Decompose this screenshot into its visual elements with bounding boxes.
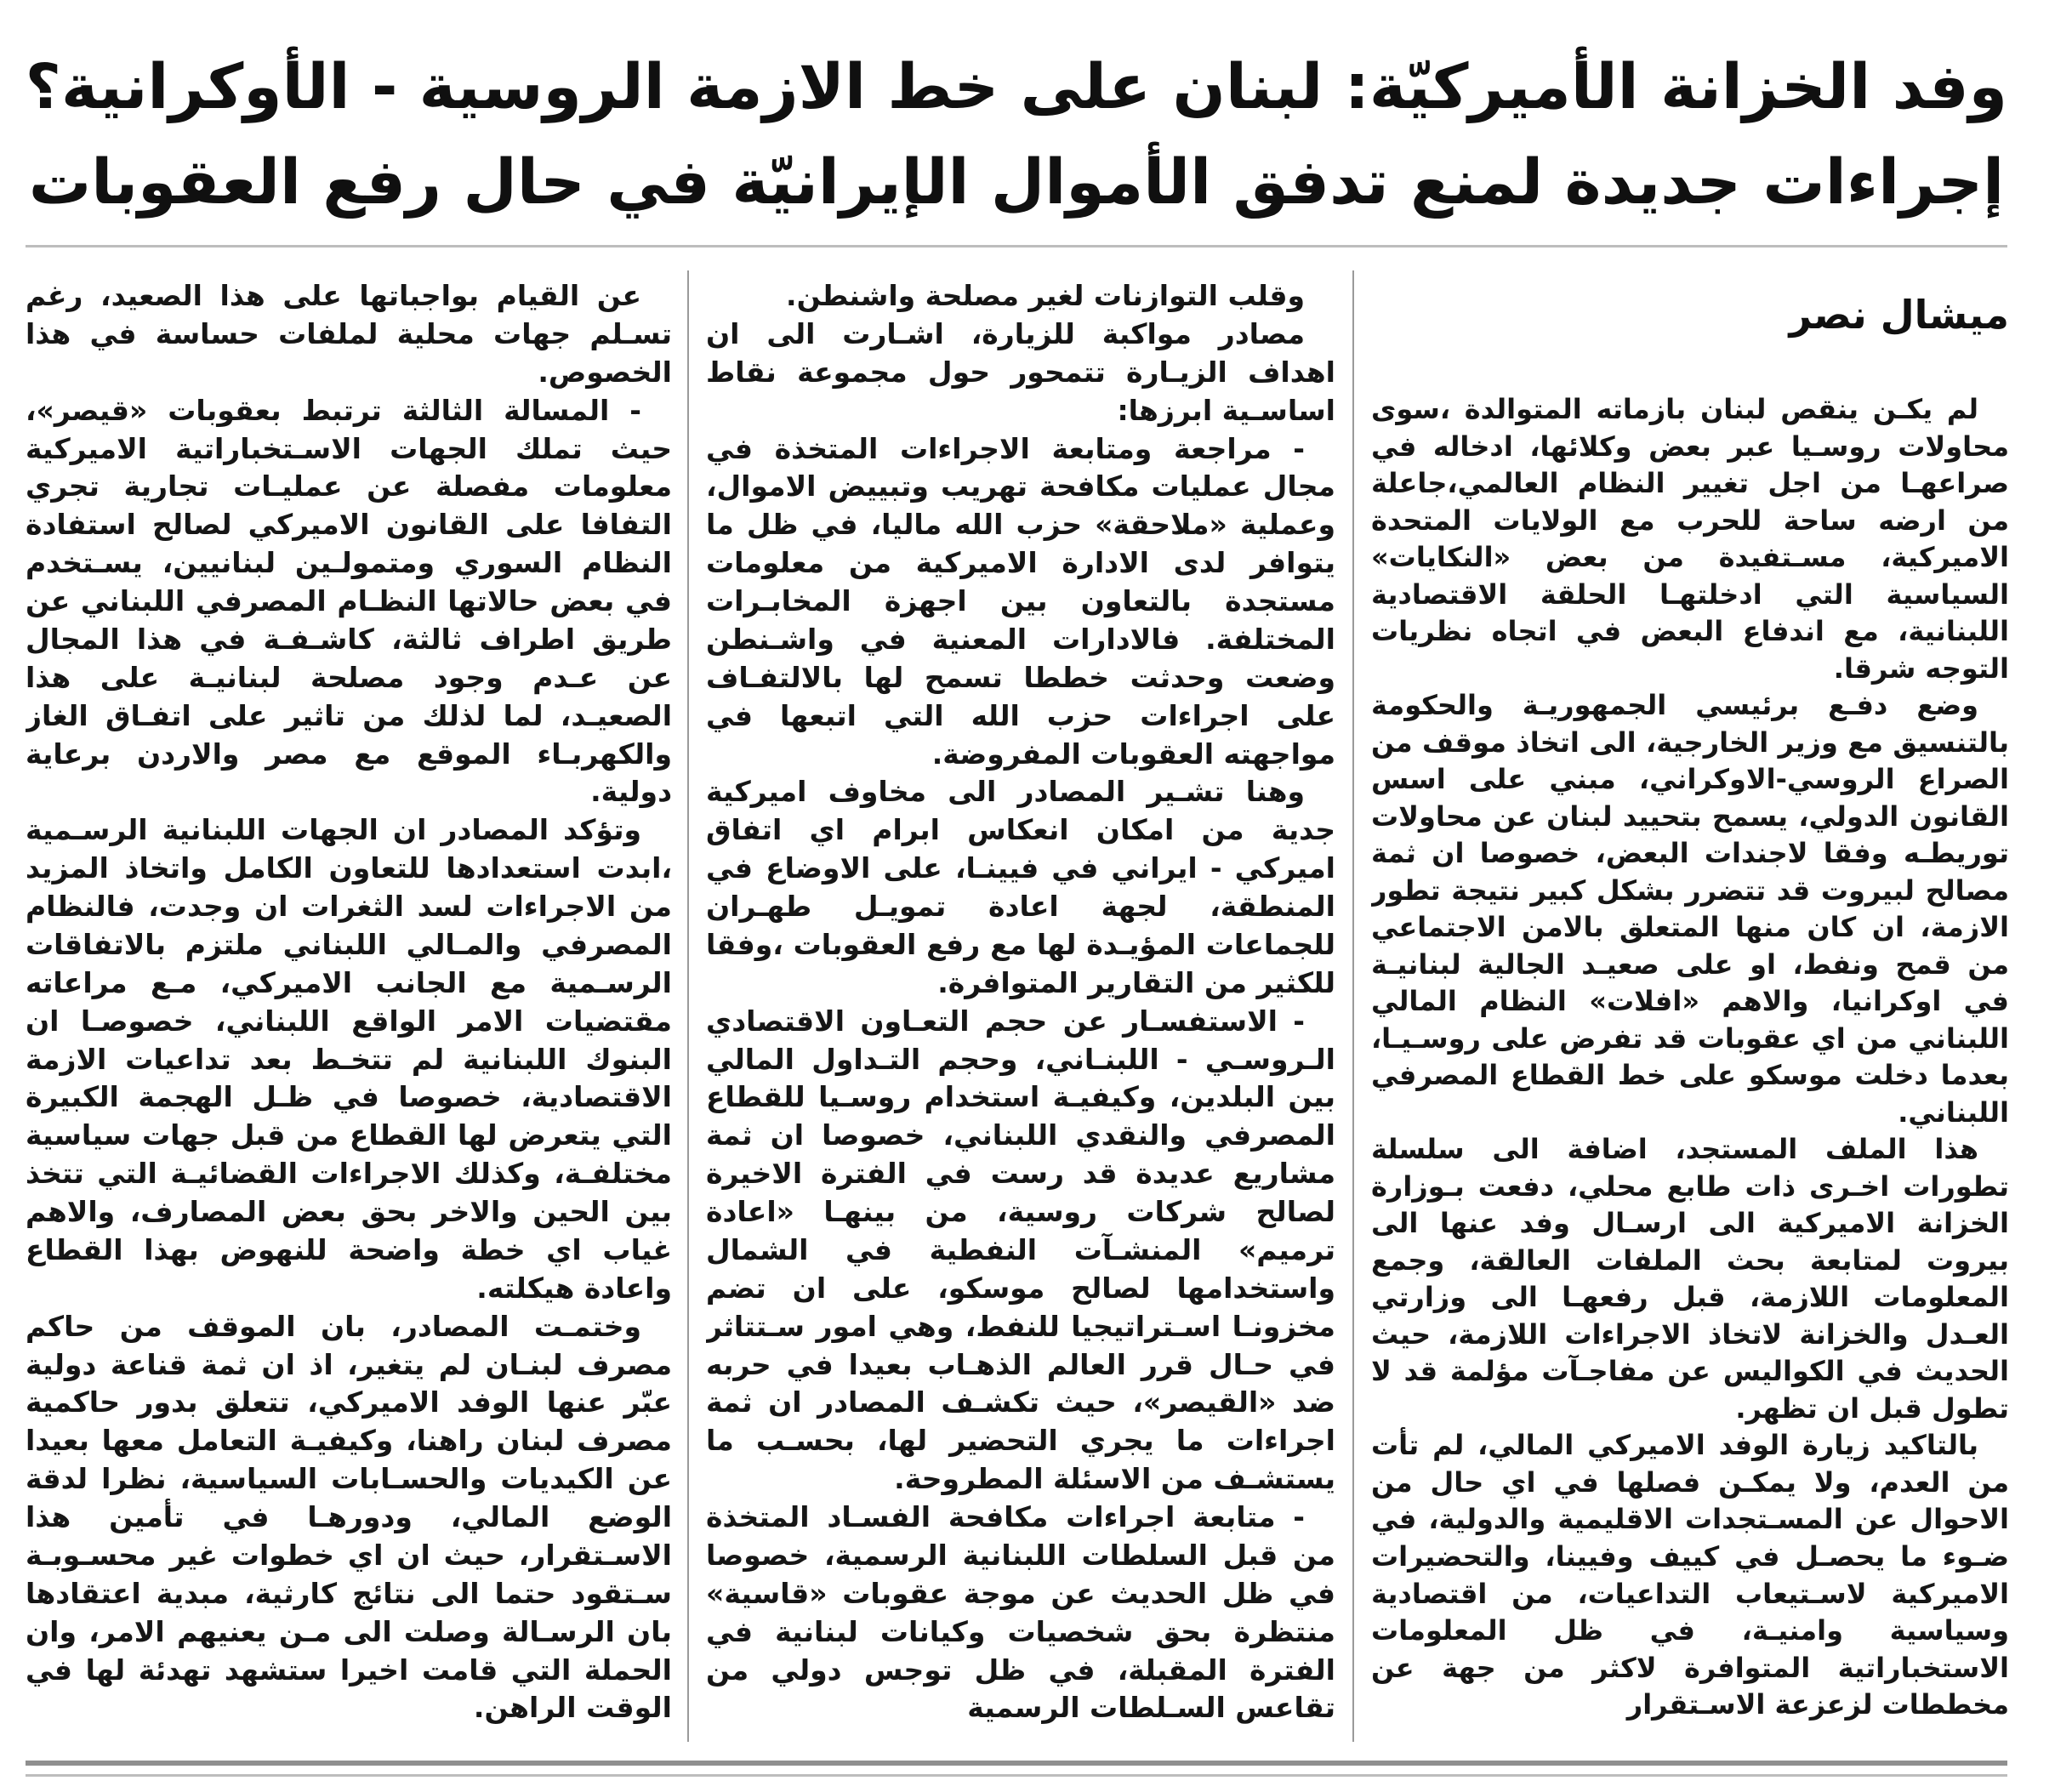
paragraph: وقلب التوازنات لغير مصلحة واشنطن. (786, 279, 1305, 312)
footer-rule-thick (26, 1761, 2007, 1766)
headline-line-2: إجراءات جديدة لمنع تدفق الأموال الإيرانيّة في حال رفع العقوبات (28, 146, 2005, 219)
paragraph: وضع دفـع برئيسي الجمهوريـة والحكومة بالتنسيق مع وزير الخارجية، الى اتخاذ موقف من الصراع الروسي-الاوكراني، مبني على اسس القانون الدولي، يسمح بتحييد لبنان عن محاولات توريطـه وفقا لاجندات البعض، خصوصا ان ثمة مصالح لبيروت قد تتضرر بشكل كبير نتيجة تطور الازمة، ان كان منها المتعلق بالامن الاجتماعي من قمح ونفط، او على صعيـد الجالية لبنانيـة في اوكرانيا، والاهم «افلات» النظام المالي اللبناني من اي عقوبات قد تفرض على روسـيـا، بعدما دخلت موسكو على خط القطاع المصرفي اللبناني. (1371, 689, 2009, 1129)
paragraph: وهنا تشـير المصادر الى مخاوف اميركية جدية من امكان انعكاس ابرام اي اتفاق اميركي - ايراني في فيينـا، على الاوضاع في المنطقة، لجهة اعادة تمويـل طهـران للجماعات المؤيـدة لها مع رفع العقوبات ،وفقا للكثير من التقارير المتوافرة. (706, 775, 1335, 999)
paragraph: مصادر مواكبة للزيارة، اشـارت الى ان اهداف الزيـارة تتمحور حول مجموعة نقاط اساسـية ابرزها: (706, 316, 1335, 427)
article-column-left (26, 277, 672, 1740)
paragraph: - متابعة اجراءات مكافحة الفسـاد المتخذة من قبل السلطات اللبنانية الرسمية، خصوصا في ظل الحديث عن موجة عقوبات «قاسية» منتظرة بحق شخصيات وكيانات لبنانية في الفترة المقبلة، في ظل توجس دولي من تقاعس السـلطات الرسمية (706, 1500, 1335, 1725)
paragraph: هذا الملف المستجد، اضافة الى سلسلة تطورات اخـرى ذات طابع محلي، دفعت بـوزارة الخزانة الاميركية الى ارسـال وفد عنها الى بيروت لمتابعة بحث الملفات العالقة، وجمع المعلومات اللازمة، قبل رفعهـا الى وزارتي العـدل والخزانة لاتخاذ الاجراءات اللازمة، حيث الحديث في الكواليس عن مفاجـآت مؤلمة قد لا تطول قبل ان تظهر. (1371, 1133, 2009, 1425)
paragraph: وختمـت المصادر، بان الموقف من حاكم مصرف لبنـان لم يتغير، اذ ان ثمة قناعة دولية عبّر عنها الوفد الاميركي، تتعلق بدور حاكمية مصرف لبنان راهنا، وكيفيـة التعامل معها بعيدا عن الكيديات والحسـابات السياسية، نظرا لدقة الوضع المالي، ودورهـا في تأمين هذا الاسـتقرار، حيث ان اي خطوات غير محسـوبـة سـتقود حتما الى نتائج كارثية، مبدية اعتقادها بان الرسـالة وصلت الى مـن يعنيهم الامر، وان الحملة التي قامت اخيرا ستشهد تهدئة لها في الوقت الراهن. (26, 1309, 672, 1725)
paragraph: لم يكـن ينقص لبنان بازماته المتوالدة ،سوى محاولات روسـيا عبر بعض وكلائها، ادخاله في صراعهـا من اجل تغيير النظام العالمي،جاعلة من ارضه ساحة للحرب مع الولايات المتحدة الاميركية، مسـتفيدة من بعض «النكايات» السياسية التي ادخلتهـا الحلقة الاقتصادية اللبنانية، مع اندفاع البعض في اتجاه نظريات التوجه شرقا. (1371, 393, 2009, 685)
author-byline: ميشال نصر (1789, 292, 2009, 338)
paragraph: - الاستفسـار عن حجم التعـاون الاقتصادي الـروسـي - اللبنـاني، وحجم التـداول المالي بين البلدين، وكيفيـة استخدام روسـيا للقطاع المصرفي والنقدي اللبناني، خصوصا ان ثمة مشاريع عديدة قد رست في الفترة الاخيرة لصالح شركات روسية، من بينهـا «اعادة ترميم» المنشـآت النفطية في الشمال واستخدامها لصالح موسكو، على ان تضم مخزونـا اسـتراتيجيا للنفط، وهي امور سـتتاثر في حـال قرر العالم الذهـاب بعيدا في حربه ضد «القيصر»، حيث تكشـف المصادر ان ثمة اجراءات ما يجري التحضير لها، بحسـب ما يستشـف من الاسئلة المطروحة. (706, 1004, 1335, 1496)
paragraph: بالتاكيد زيارة الوفد الاميركي المالي، لم تأت من العدم، ولا يمكـن فصلها في اي حال من الاحوال عن المسـتجدات الاقليمية والدولية، في ضـوء ما يحصـل في كييف وفيينا، والتحضيرات الاميركية لاسـتيعاب التداعيات، من اقتصادية وسياسية وامنيـة، في ظل المعلومات الاستخباراتية المتوافرة لاكثر من جهة عن مخططات لزعزعة الاسـتقرار (1371, 1429, 2009, 1721)
paragraph: - مراجعة ومتابعة الاجراءات المتخذة في مجال عمليات مكافحة تهريب وتبييض الاموال، وعملية «ملاحقة» حزب الله ماليا، في ظل ما يتوافر لدى الادارة الاميركية من معلومات مستجدة بالتعاون بين اجهزة المخابـرات المختلفة. فالادارات المعنية في واشـنطن وضعت وحدثت خططا تسمح لها بالالتفـاف على اجراءات حزب الله التي اتبعها في مواجهته العقوبات المفروضة. (706, 431, 1335, 771)
column-divider-right (1352, 270, 1354, 1742)
headline-line-1: وفد الخزانة الأميركيّة: لبنان على خط الازمة الروسية - الأوكرانية؟ (25, 51, 2007, 123)
column-divider-left (687, 270, 689, 1742)
paragraph: - المسالة الثالثة ترتبط بعقوبات «قيصر»، حيث تملك الجهات الاسـتخباراتية الاميركية معلومات مفصلة عن عمليـات تجارية تجري التفافا على القانون الاميركي لصالح استفادة النظام السوري ومتمولـين لبنانيين، يسـتخدم في بعض حالاتها النظـام المصرفي اللبناني عن طريق اطراف ثالثة، كاشـفـة في هذا المجال عن عـدم وجود مصلحة لبنانيـة على هذا الصعيـد، لما لذلك من تاثير على اتفـاق الغاز والكهربـاء الموقع مع مصر والاردن برعاية دولية. (26, 393, 672, 809)
article-column-middle (706, 277, 1335, 1740)
article-column-right (1371, 277, 2009, 1740)
paragraph: عن القيام بواجباتها على هذا الصعيد، رغم تسـلم جهات محلية لملفات حساسة في هذا الخصوص. (26, 279, 672, 389)
headline-divider (26, 245, 2007, 247)
paragraph: وتؤكد المصادر ان الجهات اللبنانية الرسـمية ،ابدت استعدادها للتعاون الكامل واتخاذ المزيد من الاجراءات لسد الثغرات ان وجدت، فالنظام المصرفي والمـالي اللبناني ملتزم بالاتفاقات الرسـمية مع الجانب الاميركي، مـع مراعاته مقتضيات الامر الواقع اللبناني، خصوصـا ان البنوك اللبنانية لم تتخـط بعد تداعيات الازمة الاقتصادية، خصوصا في ظـل الهجمة الكبيرة التي يتعرض لها القطاع من قبل جهات سياسية مختلفـة، وكذلك الاجراءات القضائيـة التي تتخذ بين الحين والاخر بحق بعض المصارف، والاهم غياب اي خطة واضحة للنهوض بهذا القطاع واعادة هيكلته. (26, 813, 672, 1305)
footer-rule-thin (26, 1774, 2007, 1777)
